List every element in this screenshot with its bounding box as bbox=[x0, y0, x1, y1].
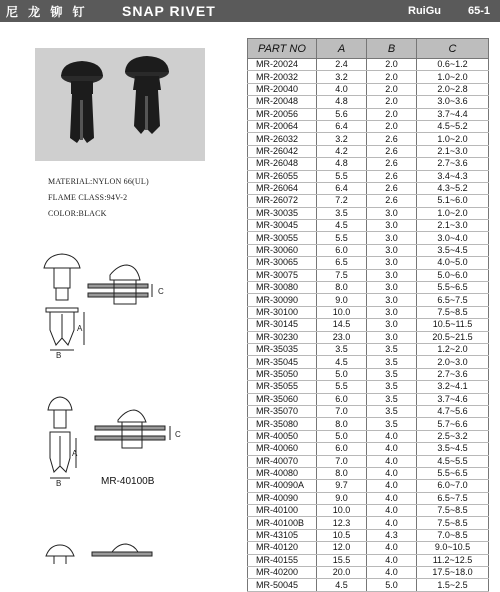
cell-part-no: MR-26042 bbox=[248, 145, 317, 157]
cell-c: 4.0~5.0 bbox=[417, 257, 489, 269]
cell-a: 6.0 bbox=[317, 443, 367, 455]
cell-part-no: MR-30065 bbox=[248, 257, 317, 269]
cell-c: 3.0~4.0 bbox=[417, 232, 489, 244]
cell-part-no: MR-40060 bbox=[248, 443, 317, 455]
cell-c: 7.5~8.5 bbox=[417, 505, 489, 517]
cell-b: 4.0 bbox=[367, 567, 417, 579]
cell-a: 3.5 bbox=[317, 343, 367, 355]
cell-b: 4.0 bbox=[367, 542, 417, 554]
table-row bbox=[248, 71, 489, 83]
dimension-label-a-1: A bbox=[77, 324, 83, 333]
cell-part-no: MR-30090 bbox=[248, 294, 317, 306]
cell-b: 3.5 bbox=[367, 356, 417, 368]
cell-c: 6.5~7.5 bbox=[417, 294, 489, 306]
cell-a: 12.3 bbox=[317, 517, 367, 529]
cell-c: 1.5~2.5 bbox=[417, 579, 489, 591]
cell-b: 4.0 bbox=[367, 430, 417, 442]
cell-c: 6.5~7.5 bbox=[417, 492, 489, 504]
table-row bbox=[248, 567, 489, 579]
title-chinese: 尼 龙 铆 钉 bbox=[6, 5, 88, 19]
cell-a: 23.0 bbox=[317, 331, 367, 343]
cell-c: 4.5~5.2 bbox=[417, 120, 489, 132]
title-english: SNAP RIVET bbox=[122, 3, 216, 19]
table-row bbox=[248, 108, 489, 120]
cell-part-no: MR-30035 bbox=[248, 207, 317, 219]
cell-b: 2.6 bbox=[367, 133, 417, 145]
cell-a: 7.0 bbox=[317, 405, 367, 417]
cell-c: 7.5~8.5 bbox=[417, 517, 489, 529]
cell-part-no: MR-30145 bbox=[248, 319, 317, 331]
cell-part-no: MR-30045 bbox=[248, 220, 317, 232]
cell-a: 4.5 bbox=[317, 579, 367, 591]
cell-c: 3.5~4.5 bbox=[417, 244, 489, 256]
cell-part-no: MR-26048 bbox=[248, 158, 317, 170]
cell-b: 3.0 bbox=[367, 207, 417, 219]
cell-c: 2.0~2.8 bbox=[417, 83, 489, 95]
spec-flame-class: FLAME CLASS:94V-2 bbox=[48, 193, 128, 202]
cell-a: 3.5 bbox=[317, 207, 367, 219]
cell-b: 4.0 bbox=[367, 455, 417, 467]
table-row bbox=[248, 343, 489, 355]
cell-b: 3.0 bbox=[367, 294, 417, 306]
cell-c: 7.0~8.5 bbox=[417, 529, 489, 541]
cell-part-no: MR-50045 bbox=[248, 579, 317, 591]
cell-b: 3.5 bbox=[367, 381, 417, 393]
cell-a: 5.6 bbox=[317, 108, 367, 120]
table-row bbox=[248, 244, 489, 256]
cell-c: 3.0~3.6 bbox=[417, 96, 489, 108]
cell-a: 7.0 bbox=[317, 455, 367, 467]
cell-a: 8.0 bbox=[317, 282, 367, 294]
cell-c: 7.5~8.5 bbox=[417, 306, 489, 318]
cell-b: 3.5 bbox=[367, 393, 417, 405]
cell-part-no: MR-30230 bbox=[248, 331, 317, 343]
cell-part-no: MR-40155 bbox=[248, 554, 317, 566]
cell-a: 4.5 bbox=[317, 356, 367, 368]
cell-b: 2.0 bbox=[367, 108, 417, 120]
cell-a: 12.0 bbox=[317, 542, 367, 554]
cell-a: 5.0 bbox=[317, 368, 367, 380]
cell-part-no: MR-35080 bbox=[248, 418, 317, 430]
table-row bbox=[248, 220, 489, 232]
table-row bbox=[248, 467, 489, 479]
cell-part-no: MR-20040 bbox=[248, 83, 317, 95]
cell-b: 3.0 bbox=[367, 269, 417, 281]
cell-a: 2.4 bbox=[317, 59, 367, 71]
cell-part-no: MR-40100 bbox=[248, 505, 317, 517]
cell-part-no: MR-40080 bbox=[248, 467, 317, 479]
cell-a: 4.8 bbox=[317, 158, 367, 170]
rivet-front-view-2 bbox=[48, 397, 76, 478]
cell-part-no: MR-40070 bbox=[248, 455, 317, 467]
dimension-label-a-2: A bbox=[72, 449, 78, 458]
cell-a: 3.2 bbox=[317, 133, 367, 145]
cell-c: 6.0~7.0 bbox=[417, 480, 489, 492]
cell-a: 15.5 bbox=[317, 554, 367, 566]
cell-c: 1.2~2.0 bbox=[417, 343, 489, 355]
cell-c: 5.5~6.5 bbox=[417, 282, 489, 294]
dimension-label-b-2: B bbox=[56, 479, 62, 488]
table-row bbox=[248, 145, 489, 157]
table-row bbox=[248, 170, 489, 182]
cell-c: 3.7~4.4 bbox=[417, 108, 489, 120]
table-row bbox=[248, 59, 489, 71]
table-row bbox=[248, 579, 489, 591]
cell-a: 4.8 bbox=[317, 96, 367, 108]
cell-part-no: MR-30080 bbox=[248, 282, 317, 294]
cell-part-no: MR-35060 bbox=[248, 393, 317, 405]
cell-c: 9.0~10.5 bbox=[417, 542, 489, 554]
cell-a: 3.2 bbox=[317, 71, 367, 83]
table-row bbox=[248, 120, 489, 132]
cell-a: 4.0 bbox=[317, 83, 367, 95]
cell-c: 1.0~2.0 bbox=[417, 71, 489, 83]
cell-a: 6.4 bbox=[317, 182, 367, 194]
cell-c: 3.4~4.3 bbox=[417, 170, 489, 182]
cell-b: 2.6 bbox=[367, 170, 417, 182]
table-row bbox=[248, 319, 489, 331]
parts-table bbox=[247, 38, 489, 592]
cell-a: 10.5 bbox=[317, 529, 367, 541]
cell-part-no: MR-30055 bbox=[248, 232, 317, 244]
cell-a: 6.4 bbox=[317, 120, 367, 132]
cell-c: 5.7~6.6 bbox=[417, 418, 489, 430]
cell-part-no: MR-40120 bbox=[248, 542, 317, 554]
cell-a: 14.5 bbox=[317, 319, 367, 331]
cell-b: 3.5 bbox=[367, 343, 417, 355]
cell-b: 3.0 bbox=[367, 319, 417, 331]
rivet-front-view-1 bbox=[44, 254, 80, 300]
cell-c: 2.5~3.2 bbox=[417, 430, 489, 442]
table-row bbox=[248, 269, 489, 281]
cell-b: 3.0 bbox=[367, 331, 417, 343]
table-row bbox=[248, 96, 489, 108]
cell-a: 4.5 bbox=[317, 220, 367, 232]
cell-c: 5.0~6.0 bbox=[417, 269, 489, 281]
table-row bbox=[248, 430, 489, 442]
table-row bbox=[248, 393, 489, 405]
cell-part-no: MR-35070 bbox=[248, 405, 317, 417]
table-row bbox=[248, 195, 489, 207]
table-row bbox=[248, 529, 489, 541]
cell-part-no: MR-35045 bbox=[248, 356, 317, 368]
cell-a: 10.0 bbox=[317, 505, 367, 517]
cell-part-no: MR-40090 bbox=[248, 492, 317, 504]
cell-c: 10.5~11.5 bbox=[417, 319, 489, 331]
cell-part-no: MR-26064 bbox=[248, 182, 317, 194]
cell-c: 4.7~5.6 bbox=[417, 405, 489, 417]
cell-b: 5.0 bbox=[367, 579, 417, 591]
cell-b: 2.0 bbox=[367, 59, 417, 71]
cell-a: 5.5 bbox=[317, 170, 367, 182]
page-number: 65-1 bbox=[468, 5, 491, 17]
cell-c: 2.1~3.0 bbox=[417, 220, 489, 232]
cell-a: 6.5 bbox=[317, 257, 367, 269]
table-row bbox=[248, 294, 489, 306]
cell-c: 11.2~12.5 bbox=[417, 554, 489, 566]
cell-a: 5.5 bbox=[317, 381, 367, 393]
cell-b: 3.0 bbox=[367, 220, 417, 232]
cell-part-no: MR-40200 bbox=[248, 567, 317, 579]
cell-part-no: MR-20064 bbox=[248, 120, 317, 132]
cell-b: 4.0 bbox=[367, 492, 417, 504]
cell-part-no: MR-20056 bbox=[248, 108, 317, 120]
cell-b: 3.5 bbox=[367, 405, 417, 417]
cell-c: 4.5~5.5 bbox=[417, 455, 489, 467]
diagram-caption: MR-40100B bbox=[101, 476, 155, 487]
cell-b: 2.0 bbox=[367, 71, 417, 83]
cell-part-no: MR-43105 bbox=[248, 529, 317, 541]
spec-material: MATERIAL:NYLON 66(UL) bbox=[48, 177, 149, 186]
table-row bbox=[248, 455, 489, 467]
cell-a: 8.0 bbox=[317, 418, 367, 430]
cell-part-no: MR-26032 bbox=[248, 133, 317, 145]
cell-c: 0.6~1.2 bbox=[417, 59, 489, 71]
cell-part-no: MR-40050 bbox=[248, 430, 317, 442]
column-header-part-no: PART NO bbox=[248, 39, 317, 59]
cell-part-no: MR-26072 bbox=[248, 195, 317, 207]
table-row bbox=[248, 257, 489, 269]
table-row bbox=[248, 505, 489, 517]
cell-part-no: MR-30075 bbox=[248, 269, 317, 281]
dimension-label-b-1: B bbox=[56, 351, 62, 360]
cell-b: 4.0 bbox=[367, 480, 417, 492]
cell-a: 10.0 bbox=[317, 306, 367, 318]
rivet-installed-view-2 bbox=[95, 410, 170, 448]
table-row bbox=[248, 306, 489, 318]
column-header-b: B bbox=[367, 39, 417, 59]
cell-a: 4.2 bbox=[317, 145, 367, 157]
cell-b: 2.0 bbox=[367, 83, 417, 95]
cell-part-no: MR-20024 bbox=[248, 59, 317, 71]
table-row bbox=[248, 356, 489, 368]
cell-part-no: MR-40090A bbox=[248, 480, 317, 492]
cell-b: 2.0 bbox=[367, 120, 417, 132]
column-header-a: A bbox=[317, 39, 367, 59]
table-row bbox=[248, 480, 489, 492]
cell-a: 9.0 bbox=[317, 492, 367, 504]
cell-b: 3.5 bbox=[367, 418, 417, 430]
cell-b: 3.0 bbox=[367, 232, 417, 244]
cell-a: 8.0 bbox=[317, 467, 367, 479]
cell-c: 2.7~3.6 bbox=[417, 368, 489, 380]
cell-c: 3.5~4.5 bbox=[417, 443, 489, 455]
table-row bbox=[248, 83, 489, 95]
cell-a: 6.0 bbox=[317, 244, 367, 256]
cell-part-no: MR-26055 bbox=[248, 170, 317, 182]
table-row bbox=[248, 542, 489, 554]
cell-b: 2.6 bbox=[367, 195, 417, 207]
table-row bbox=[248, 418, 489, 430]
cell-a: 5.0 bbox=[317, 430, 367, 442]
cell-part-no: MR-35055 bbox=[248, 381, 317, 393]
cell-b: 4.3 bbox=[367, 529, 417, 541]
table-row bbox=[248, 282, 489, 294]
table-row bbox=[248, 492, 489, 504]
cell-b: 2.6 bbox=[367, 145, 417, 157]
cell-b: 3.0 bbox=[367, 282, 417, 294]
cell-part-no: MR-40100B bbox=[248, 517, 317, 529]
table-row bbox=[248, 232, 489, 244]
cell-c: 5.1~6.0 bbox=[417, 195, 489, 207]
spec-color: COLOR:BLACK bbox=[48, 209, 107, 218]
cell-part-no: MR-35035 bbox=[248, 343, 317, 355]
table-row bbox=[248, 554, 489, 566]
cell-a: 7.2 bbox=[317, 195, 367, 207]
cell-c: 1.0~2.0 bbox=[417, 133, 489, 145]
cell-a: 9.0 bbox=[317, 294, 367, 306]
rivet-partial-view-3 bbox=[46, 544, 152, 564]
cell-a: 5.5 bbox=[317, 232, 367, 244]
dimension-label-c-1: C bbox=[158, 287, 164, 296]
cell-c: 17.5~18.0 bbox=[417, 567, 489, 579]
cell-c: 5.5~6.5 bbox=[417, 467, 489, 479]
rivet-installed-view-1 bbox=[88, 265, 152, 304]
cell-b: 3.0 bbox=[367, 257, 417, 269]
dimension-label-c-2: C bbox=[175, 430, 181, 439]
cell-c: 1.0~2.0 bbox=[417, 207, 489, 219]
cell-b: 3.5 bbox=[367, 368, 417, 380]
cell-part-no: MR-30100 bbox=[248, 306, 317, 318]
cell-b: 3.0 bbox=[367, 244, 417, 256]
brand-name: RuiGu bbox=[408, 5, 441, 17]
table-row bbox=[248, 517, 489, 529]
cell-a: 7.5 bbox=[317, 269, 367, 281]
table-row bbox=[248, 368, 489, 380]
table-header-row bbox=[248, 39, 489, 59]
column-header-c: C bbox=[417, 39, 489, 59]
cell-b: 2.6 bbox=[367, 158, 417, 170]
table-row bbox=[248, 158, 489, 170]
cell-b: 2.6 bbox=[367, 182, 417, 194]
cell-c: 2.7~3.6 bbox=[417, 158, 489, 170]
cell-c: 2.0~3.0 bbox=[417, 356, 489, 368]
table-row bbox=[248, 133, 489, 145]
cell-b: 4.0 bbox=[367, 443, 417, 455]
table-row bbox=[248, 207, 489, 219]
cell-b: 4.0 bbox=[367, 467, 417, 479]
table-row bbox=[248, 405, 489, 417]
cell-a: 9.7 bbox=[317, 480, 367, 492]
cell-b: 2.0 bbox=[367, 96, 417, 108]
cell-b: 4.0 bbox=[367, 505, 417, 517]
table-row bbox=[248, 443, 489, 455]
cell-part-no: MR-20032 bbox=[248, 71, 317, 83]
cell-b: 4.0 bbox=[367, 554, 417, 566]
cell-c: 3.2~4.1 bbox=[417, 381, 489, 393]
cell-b: 4.0 bbox=[367, 517, 417, 529]
table-row bbox=[248, 331, 489, 343]
table-row bbox=[248, 381, 489, 393]
cell-b: 3.0 bbox=[367, 306, 417, 318]
cell-part-no: MR-35050 bbox=[248, 368, 317, 380]
cell-c: 2.1~3.0 bbox=[417, 145, 489, 157]
table-row bbox=[248, 182, 489, 194]
cell-a: 6.0 bbox=[317, 393, 367, 405]
cell-c: 3.7~4.6 bbox=[417, 393, 489, 405]
cell-part-no: MR-30060 bbox=[248, 244, 317, 256]
cell-part-no: MR-20048 bbox=[248, 96, 317, 108]
cell-a: 20.0 bbox=[317, 567, 367, 579]
cell-c: 4.3~5.2 bbox=[417, 182, 489, 194]
cell-c: 20.5~21.5 bbox=[417, 331, 489, 343]
